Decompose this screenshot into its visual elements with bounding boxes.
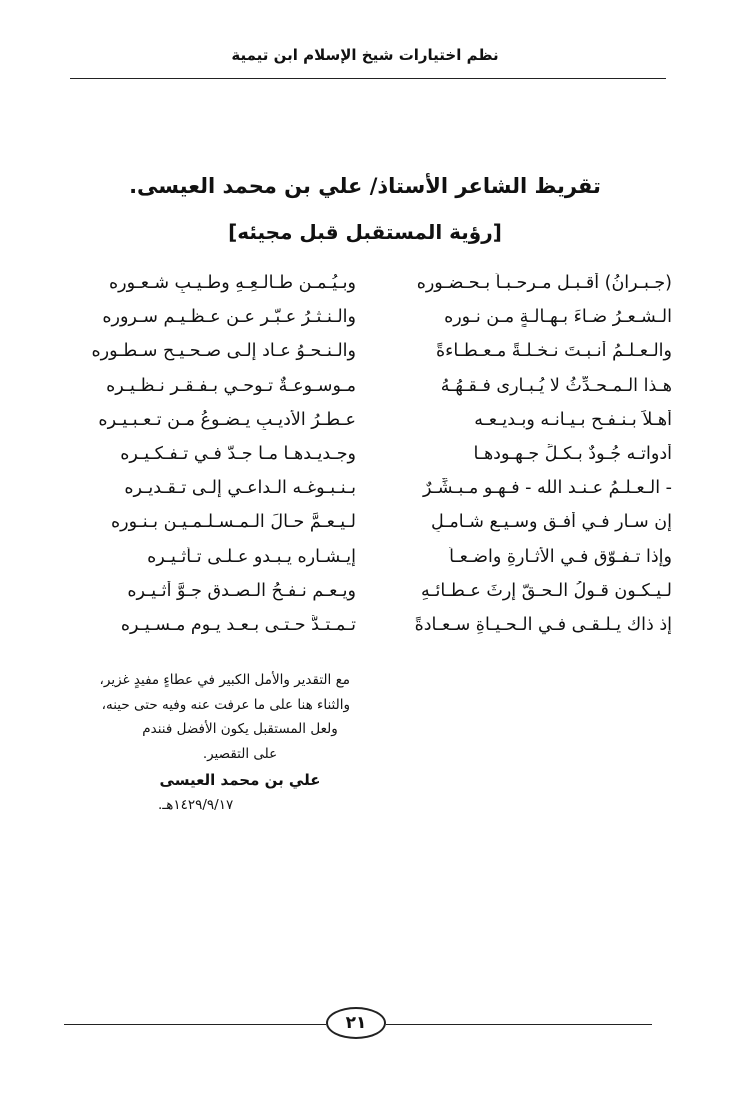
poem-verse <box>66 608 672 642</box>
poem-verse <box>66 266 672 300</box>
verse-first-hemistich: إن سـار فـي أفـقٍ وسـيـعٍ شـامـلٍ <box>431 512 672 533</box>
verse-first-hemistich: لـيـكـون قـولُ الـحـقّ إرثَ عـطـائـهِ <box>421 580 672 601</box>
verse-second-hemistich: تـمـتـدُّ حـتـى بـعـد يـوم مـسـيـره <box>120 614 356 635</box>
poem-verse <box>66 300 672 334</box>
verse-second-hemistich: لـيـعـمَّ حـالَ الـمـسـلـمـيـن بـنـوره <box>110 512 356 533</box>
verse-second-hemistich: والـنـحـوُ عـاد إلـى صـحـيـح سـطـوره <box>91 341 356 362</box>
dedication-note <box>99 668 350 817</box>
poem-verse <box>66 334 672 368</box>
verse-second-hemistich: وجـديـدهـا مـا جـدّ فـي تـفـكـيـره <box>120 444 356 465</box>
verse-second-hemistich: ويـعـم نـفـحُ الـصـدق جـوَّ أثـيـره <box>127 580 356 601</box>
verse-first-hemistich: (جـبـرانُ) أقـبـل مـرحـبـاً بـحـضـوره <box>416 273 672 294</box>
verse-first-hemistich: - الـعـلـمُ عـنـد الله - فـهـو مـبـشِّـرٌ <box>422 478 672 499</box>
poem-verse <box>66 437 672 471</box>
note-line: والثناء هنا على ما عرفت عنه وفيه حتى حينه، <box>101 696 350 713</box>
poem-verse <box>66 471 672 505</box>
verse-first-hemistich: والـعـلـمُ أنـبـتَ نـخـلـةً مـعـطـاءةً <box>435 341 672 362</box>
page-number: ٢١ <box>326 1007 386 1039</box>
note-line: ولعل المستقبل يكون الأفضل فنندم <box>142 721 338 737</box>
footer-divider-left <box>64 1024 326 1025</box>
running-header: نظم اختيارات شيخ الإسلام ابن تيمية <box>231 46 499 64</box>
verse-first-hemistich: هـذا الـمـحـدِّثُ لا يُـبـارى فـقـهُـهُ <box>440 375 672 396</box>
verse-second-hemistich: وبـيُـمـنِ طـالـعِـهِ وطـيـبِ شـعـوره <box>108 273 356 294</box>
note-line: مع التقدير والأمل الكبير في عطاءٍ مفيدٍ غزير، <box>99 672 350 688</box>
verse-second-hemistich: بـنـبـوغـه الـداعـي إلـى تـقـديـره <box>124 478 356 499</box>
verse-second-hemistich: والـنـثـرُ عـبّـر عـن عـظـيـم سـروره <box>102 307 356 328</box>
note-date: ١٤٢٩/٩/١٧هـ. <box>158 796 234 813</box>
poem-verse <box>66 505 672 539</box>
poem-verse <box>66 574 672 608</box>
poem-verse <box>66 540 672 574</box>
verse-first-hemistich: وإذا تـفـوّق فـي الأثـارةِ واضـعـاً <box>449 546 672 567</box>
poem-subtitle: [رؤية المستقبل قبل مجيئه] <box>228 220 502 244</box>
verse-first-hemistich: الـشـعـرُ ضـاءَ بـهـالـةٍ مـن نـوره <box>444 307 672 328</box>
header-divider <box>70 78 666 79</box>
verse-second-hemistich: إيـشـاره يـبـدو عـلـى تـأثـيـره <box>147 546 356 567</box>
author-signature: علي بن محمد العيسى <box>159 771 321 789</box>
verse-first-hemistich: إذ ذاك يـلـقـى فـي الـحـيـاةِ سـعـادةً <box>414 614 672 635</box>
footer-divider-right <box>386 1024 652 1025</box>
verse-second-hemistich: مـوسـوعـةٌ تـوحـي بـفـقـر نـظـيـره <box>106 375 356 396</box>
poem <box>66 266 672 642</box>
verse-second-hemistich: عـطـرُ الأديـبِ يـضـوعُ مـن تـعـبـيـره <box>98 409 356 430</box>
poem-verse <box>66 369 672 403</box>
verse-first-hemistich: أدواتـه جُـودٌ بـكـلِّ جـهـودهـا <box>473 444 672 465</box>
page-title: تقريظ الشاعر الأستاذ/ علي بن محمد العيسى. <box>129 174 601 198</box>
poem-verse <box>66 403 672 437</box>
note-line: على التقصير. <box>202 745 278 762</box>
verse-first-hemistich: أهـلاً بـنـفـح بـيـانـه وبـديـعـه <box>474 409 672 430</box>
